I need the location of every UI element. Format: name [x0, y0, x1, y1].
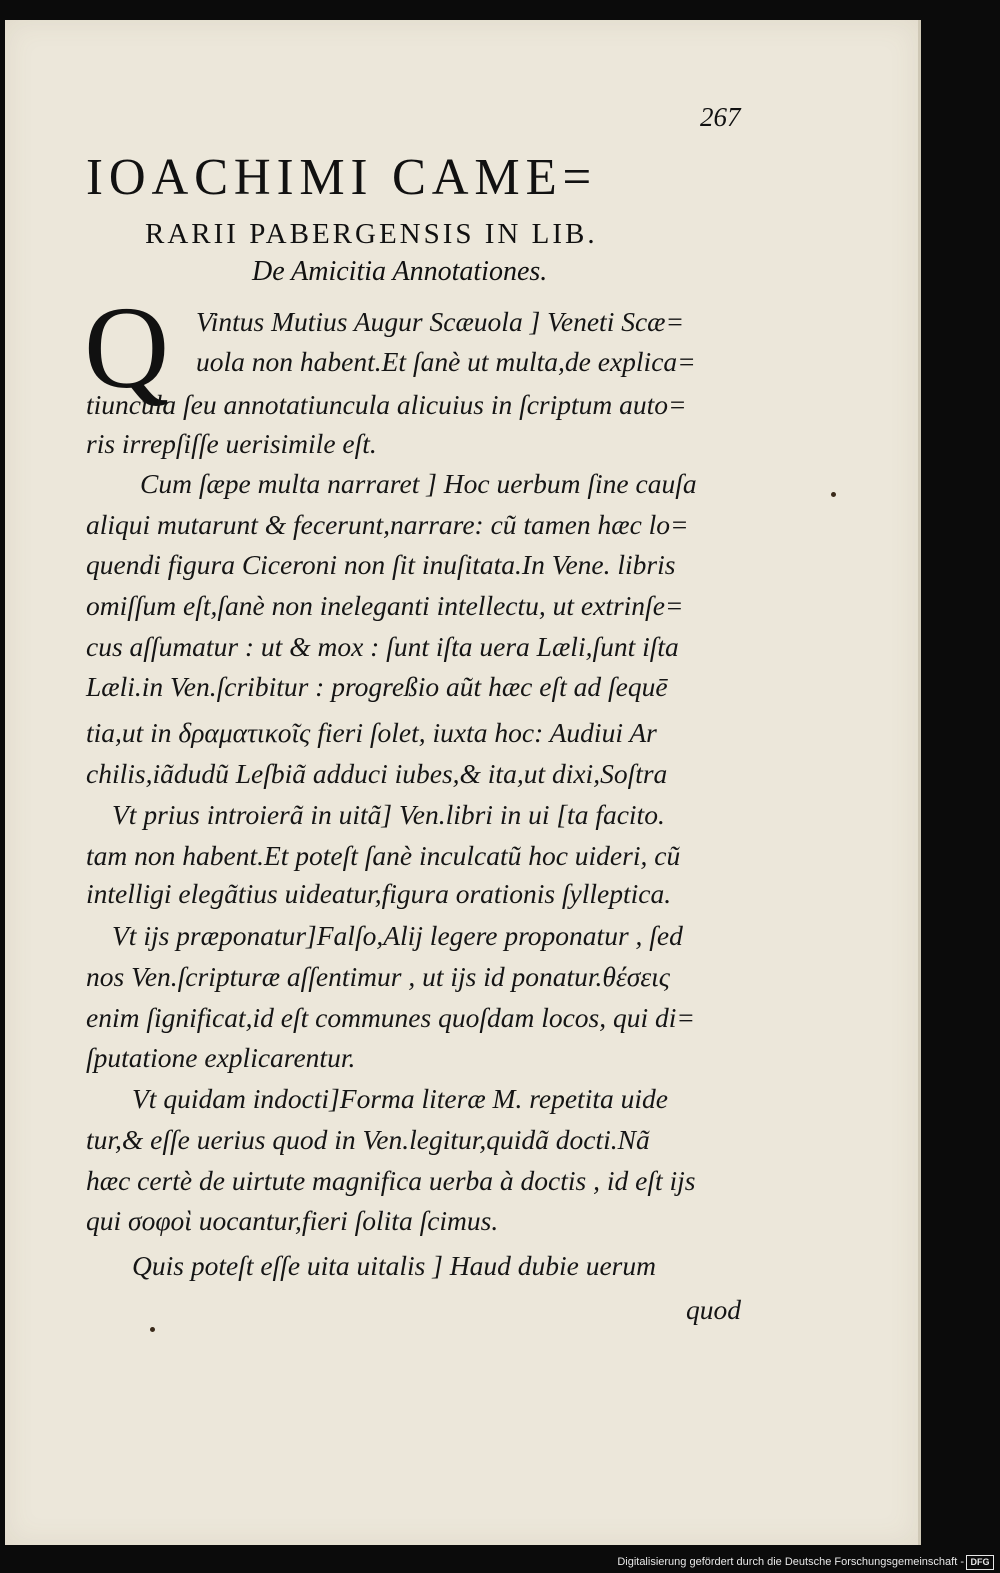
text-line: aliqui mutarunt & fecerunt,narrare: cũ tamen hæc lo= [86, 509, 689, 540]
text-line: quendi figura Ciceroni non ſit inuſitata.In Vene. libris [86, 549, 676, 580]
catchword: quod [686, 1294, 741, 1325]
text-line: Vintus Mutius Augur Scæuola ] Veneti Scæ= [196, 306, 685, 337]
text-line: ſputatione explicarentur. [86, 1042, 356, 1073]
text-line: qui σοφοὶ uocantur,fieri ſolita ſcimus. [86, 1205, 499, 1236]
text-line: Vt ijs præponatur]Falſo,Alij legere proponatur , ſed [112, 920, 683, 951]
text-line: cus aſſumatur : ut & mox : ſunt iſta uera Læli,ſunt iſta [86, 631, 679, 662]
text-line: Vt prius introierã in uitã] Ven.libri in ui [ta facito. [112, 799, 665, 830]
dfg-logo: DFG [966, 1555, 994, 1570]
footer-credit: Digitalisierung gefördert durch die Deutsche Forschungsgemeinschaft - [617, 1556, 964, 1568]
text-line: omiſſum eſt,ſanè non ineleganti intellectu, ut extrinſe= [86, 590, 684, 621]
text-line: tur,& eſſe uerius quod in Ven.legitur,quidã docti.Nã [86, 1124, 650, 1155]
text-line: tia,ut in δραματικοῖς fieri ſolet, iuxta hoc: Audiui Ar [86, 717, 657, 748]
text-line: hæc certè de uirtute magnifica uerba à doctis , id eſt ijs [86, 1165, 696, 1196]
text-line: Vt quidam indocti]Forma literæ M. repetita uide [132, 1083, 668, 1114]
page-number: 267 [700, 102, 741, 132]
text-line: tam non habent.Et poteſt ſanè inculcatũ hoc uideri, cũ [86, 840, 681, 871]
paper-speck [150, 1327, 155, 1332]
title-line-1: IOACHIMI CAME= [86, 149, 598, 206]
text-line: nos Ven.ſcripturæ aſſentimur , ut ijs id ponatur.θέσεις [86, 961, 670, 992]
text-line: chilis,iãdudũ Leſbiã adduci iubes,& ita,ut dixi,Soſtra [86, 758, 668, 789]
text-line: Læli.in Ven.ſcribitur : progreßio aũt hæc eſt ad ſequē [86, 671, 668, 702]
paper-speck [831, 492, 836, 497]
text-line: uola non habent.Et ſanè ut multa,de explica= [196, 346, 696, 377]
drop-cap: Q [84, 282, 170, 413]
text-line: tiuncula ſeu annotatiuncula alicuius in ſcriptum auto= [86, 389, 687, 420]
title-line-3: De Amicitia Annotationes. [252, 256, 548, 287]
text-line: ris irrepſiſſe uerisimile eſt. [86, 428, 377, 459]
text-line: enim ſignificat,id eſt communes quoſdam locos, qui di= [86, 1002, 695, 1033]
text-line: Cum ſæpe multa narraret ] Hoc uerbum ſine cauſa [140, 468, 697, 499]
title-line-2: RARII PABERGENSIS IN LIB. [145, 218, 598, 250]
text-line: intelligi elegãtius uideatur,figura orationis ſylleptica. [86, 878, 672, 909]
text-line: Quis poteſt eſſe uita uitalis ] Haud dubie uerum [132, 1250, 656, 1281]
